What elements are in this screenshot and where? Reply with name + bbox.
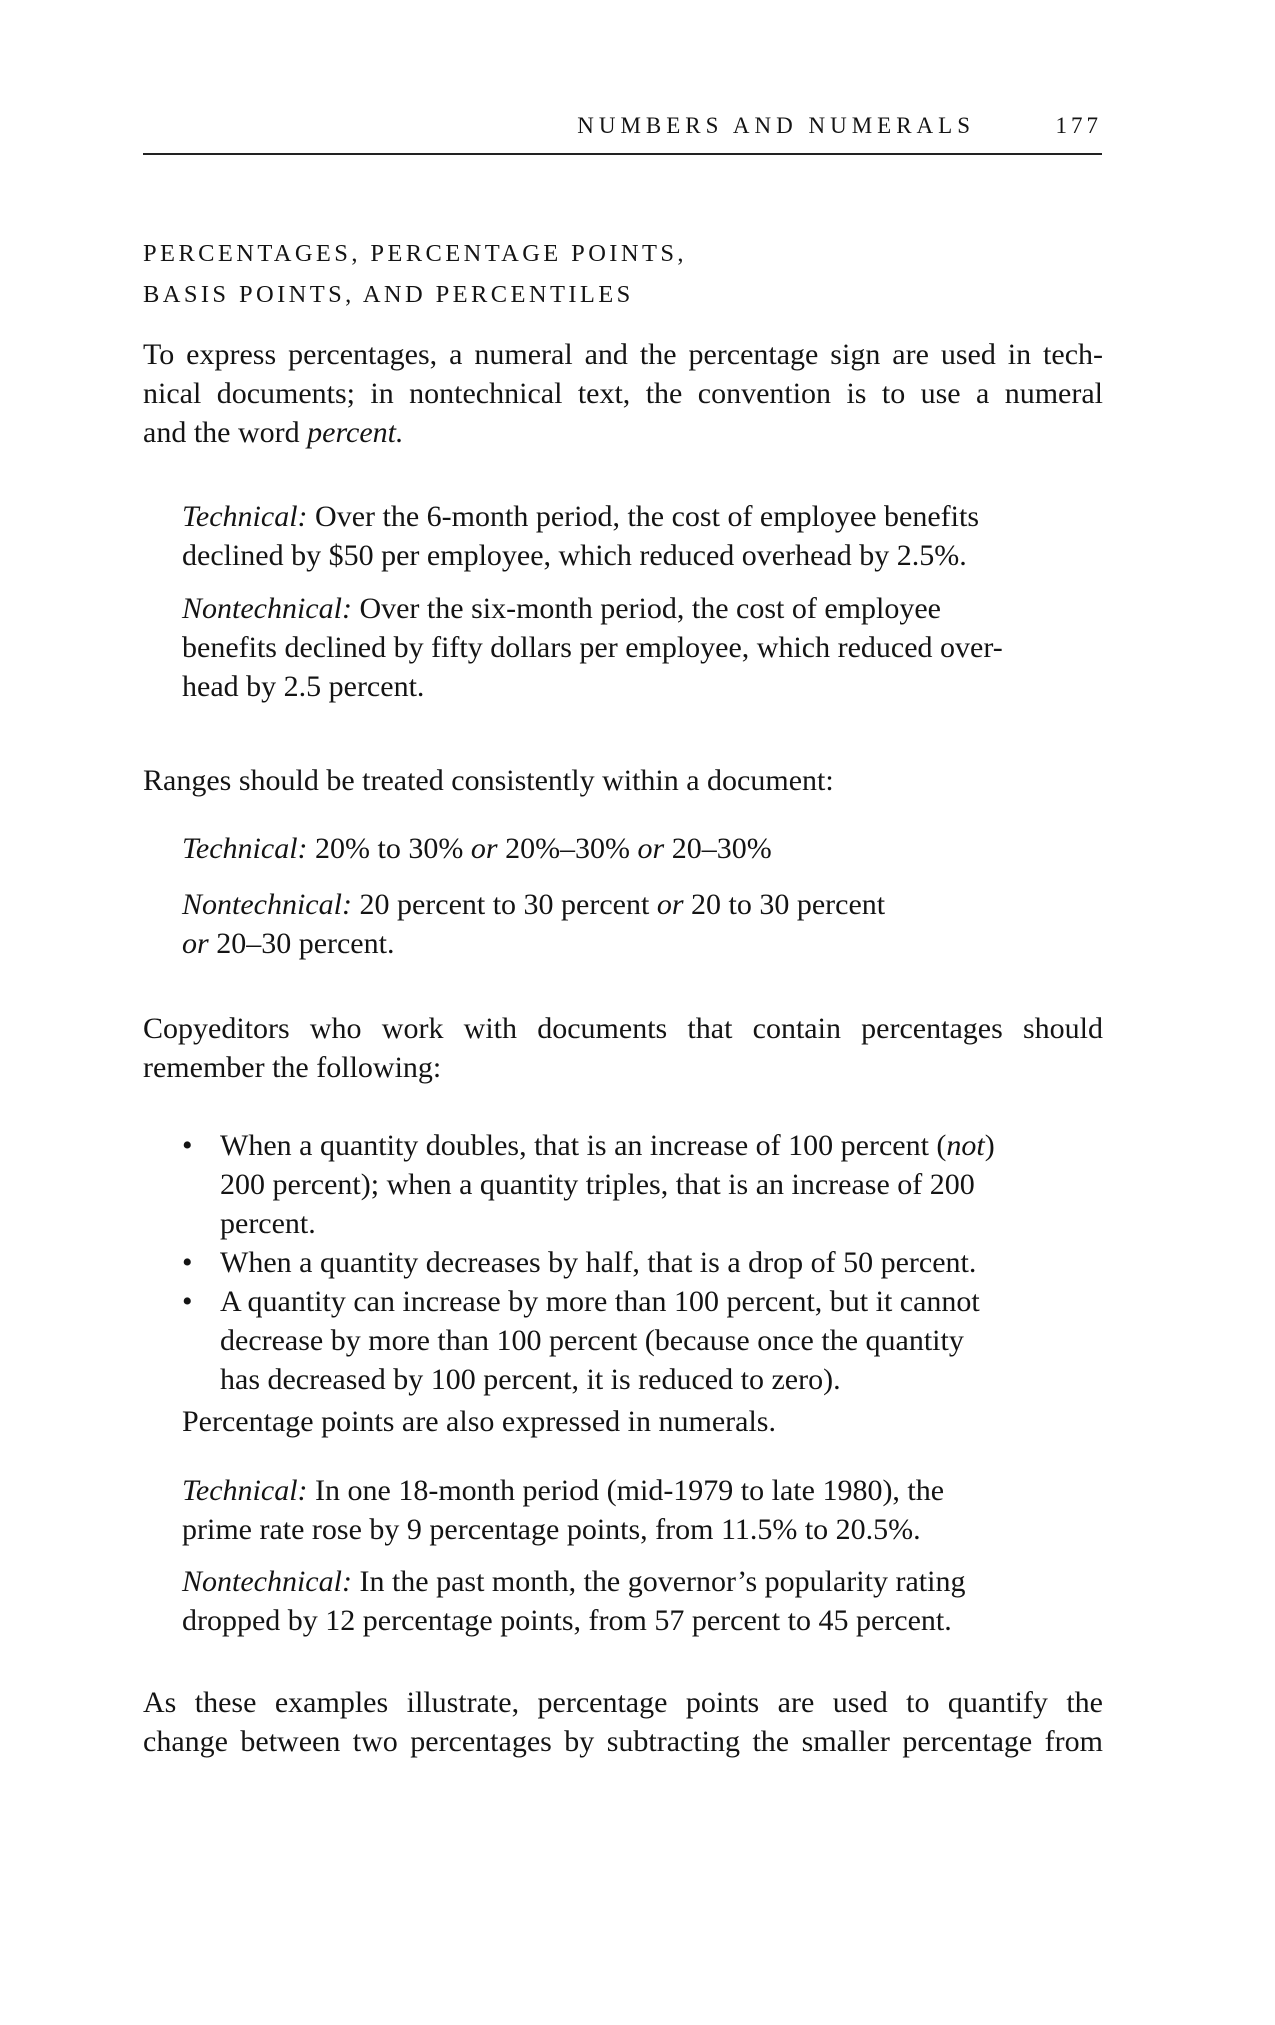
list-item: • A quantity can increase by more than 100 percent, but it cannot decrease by more than 100 percent (because once the quantity has decreased by 100 percent, it is reduced to zero). <box>182 1282 1082 1399</box>
closing-paragraph: As these examples illustrate, percentage points are used to quantify the change between two percentages by subtracting the smaller percentage from <box>143 1686 1103 1758</box>
intro-line-2: nical documents; in nontechnical text, the convention is to use a numeral <box>143 377 1103 410</box>
example-nontechnical-1: Nontechnical: Over the six-month period, the cost of employee benefits declined by fifty dollars per employee, which reduced over- head by 2.5 percent. <box>182 592 1003 703</box>
points-intro: Percentage points are also expressed in numerals. <box>182 1405 776 1438</box>
list-item: • When a quantity decreases by half, that is a drop of 50 percent. <box>182 1243 1082 1282</box>
emphasis-percent: percent. <box>307 416 404 449</box>
page-number: 177 <box>1055 113 1102 138</box>
copyeditors-paragraph: Copyeditors who work with documents that contain percentages should remember the following: <box>143 1012 1103 1084</box>
technical-label: Technical: <box>182 500 308 533</box>
example-technical-2: Technical: In one 18-month period (mid-1979 to late 1980), the prime rate rose by 9 percentage points, from 11.5% to 20.5%. <box>182 1474 945 1546</box>
ranges-technical: Technical: 20% to 30% or 20%–30% or 20–30% <box>182 832 772 865</box>
section-heading-line-2: BASIS POINTS, AND PERCENTILES <box>143 281 634 308</box>
bullet-icon: • <box>182 1285 193 1318</box>
bullet-icon: • <box>182 1246 193 1279</box>
bullet-icon: • <box>182 1129 193 1162</box>
bullet-list <box>182 1126 1082 1399</box>
list-item: • When a quantity doubles, that is an increase of 100 percent (not) 200 percent); when a quantity triples, that is an increase of 200 percent. <box>182 1126 1082 1243</box>
nontechnical-label: Nontechnical: <box>182 592 352 625</box>
example-technical-1: Technical: Over the 6-month period, the cost of employee benefits declined by $50 per employee, which reduced overhead by 2.5%. <box>182 500 980 572</box>
running-head-title: NUMBERS AND NUMERALS <box>577 113 975 138</box>
example-nontechnical-2: Nontechnical: In the past month, the governor’s popularity rating dropped by 12 percentage points, from 57 percent to 45 percent. <box>182 1565 966 1637</box>
section-heading-line-1: PERCENTAGES, PERCENTAGE POINTS, <box>143 240 687 267</box>
ranges-nontechnical: Nontechnical: 20 percent to 30 percent or 20 to 30 percent or 20–30 percent. <box>182 888 886 960</box>
section-heading <box>143 233 1123 315</box>
intro-paragraph <box>143 335 1103 452</box>
running-head <box>143 113 1102 155</box>
intro-line-1: To express percentages, a numeral and the percentage sign are used in tech- <box>143 338 1103 371</box>
ranges-intro: Ranges should be treated consistently within a document: <box>143 764 834 797</box>
intro-line-3: and the word percent. <box>143 416 404 449</box>
